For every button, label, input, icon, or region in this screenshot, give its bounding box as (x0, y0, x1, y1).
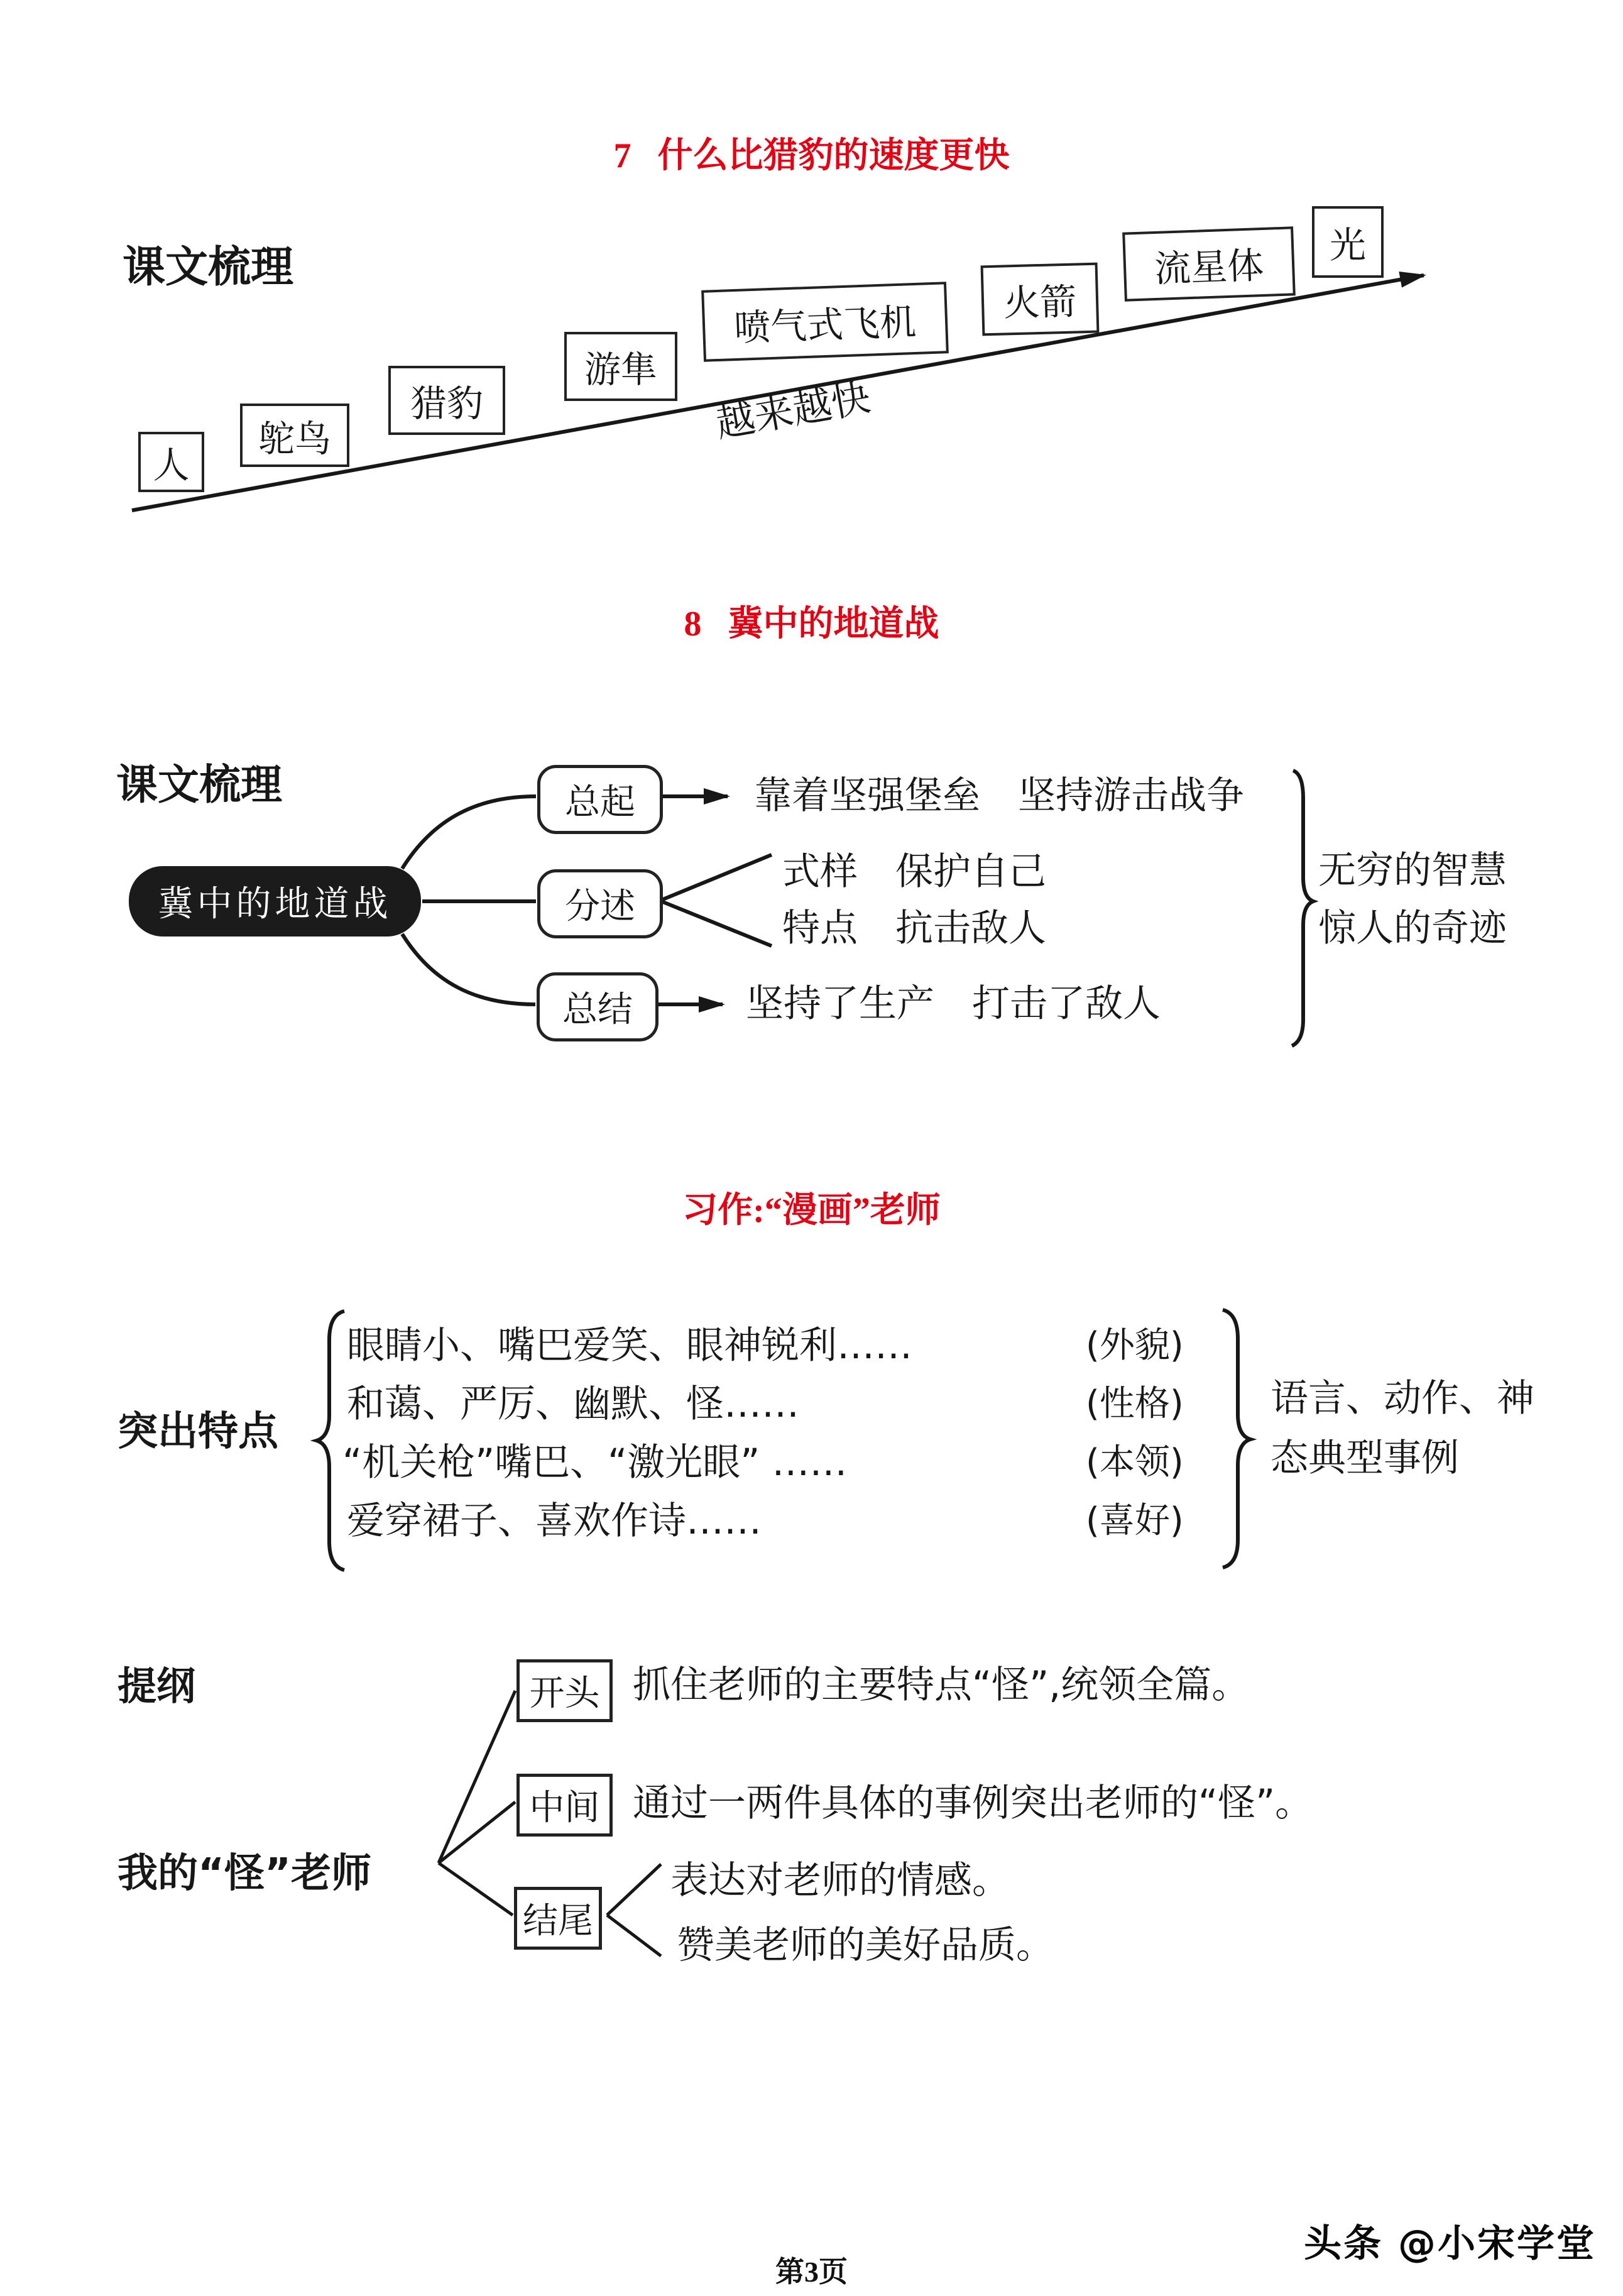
feature-tag-4: (喜好) (1086, 1500, 1184, 1541)
zhongjian-text: 通过一两件具体的事例突出老师的“怪”。 (633, 1781, 1313, 1825)
feature-text-3: “机关枪”嘴巴、“激光眼” …… (342, 1441, 848, 1485)
fenshu-branch-lower (660, 901, 772, 946)
branch-box-zongjie: 总结 (537, 972, 658, 1041)
outline-box-kaitou: 开头 (516, 1659, 613, 1722)
feature-text-4: 爱穿裙子、喜欢作诗…… (347, 1499, 762, 1543)
speed-box-falcon: 游隼 (564, 332, 677, 401)
ending-branch-upper (607, 1864, 661, 1915)
footer-page-number: 第3页 (775, 2256, 848, 2288)
fenshu-text-1: 式样 保护自己 (782, 850, 1046, 894)
features-brace-left (317, 1311, 344, 1570)
mindmap-root: 冀中的地道战 (129, 866, 421, 937)
feature-text-1: 眼睛小、嘴巴爱笑、眼神锐利…… (347, 1324, 912, 1368)
feature-tag-2: (性格) (1086, 1383, 1184, 1424)
note-line-2: 态典型事例 (1271, 1436, 1459, 1480)
zongjie-text: 坚持了生产 打击了敌人 (746, 982, 1161, 1026)
lesson8-title (0, 596, 1623, 646)
jiewei-text-1: 表达对老师的情感。 (670, 1859, 1010, 1903)
summary-text-2: 惊人的奇迹 (1318, 906, 1507, 950)
outline-branch-top (439, 1691, 515, 1863)
jiewei-text-2: 赞美老师的美好品质。 (677, 1923, 1054, 1967)
watermark: 头条 @小宋学堂 (1304, 2222, 1596, 2266)
trend-caption: 越来越快 (712, 374, 874, 447)
outline-box-zhongjian: 中间 (516, 1774, 613, 1837)
speed-box-light: 光 (1312, 206, 1384, 278)
zongqi-text: 靠着坚强堡垒 坚持游击战争 (754, 774, 1244, 818)
outline-branch-middle (439, 1802, 515, 1863)
note-line-1: 语言、动作、神 (1271, 1376, 1534, 1420)
lesson8-section-label: 课文梳理 (116, 761, 282, 809)
speed-box-cheetah: 猎豹 (388, 366, 505, 435)
lesson8-title-text: 冀中的地道战 (728, 605, 939, 644)
feature-tag-3: (本领) (1086, 1442, 1184, 1483)
lesson7-section-label: 课文梳理 (123, 243, 294, 292)
essay-label: 突出特点 (117, 1409, 278, 1455)
speed-box-human: 人 (138, 432, 204, 492)
feature-tag-1: (外貌) (1086, 1325, 1184, 1366)
branch-box-fenshu: 分述 (537, 869, 663, 938)
outline-label: 提纲 (117, 1663, 196, 1709)
speed-box-ostrich: 鸵鸟 (240, 404, 349, 467)
mindmap-curve-bottom (402, 934, 535, 1004)
summary-brace-right (1292, 771, 1313, 1046)
speed-box-meteoroid: 流星体 (1122, 226, 1296, 301)
outline-box-jiewei: 结尾 (514, 1887, 602, 1950)
speed-box-rocket: 火箭 (981, 263, 1100, 336)
ending-branch-lower (607, 1915, 661, 1956)
lesson7-title-number: 7 (613, 136, 631, 175)
kaitou-text: 抓住老师的主要特点“怪”,统领全篇。 (633, 1663, 1250, 1707)
fenshu-branch-upper (660, 855, 772, 901)
outline-branch-bottom (439, 1863, 513, 1915)
essay-title: 习作:“漫画”老师 (682, 1191, 941, 1230)
mindmap-curve-top (402, 796, 536, 869)
summary-text-1: 无穷的智慧 (1318, 849, 1507, 893)
lesson8-title-number: 8 (684, 605, 702, 644)
lesson7-title (0, 128, 1623, 178)
lesson7-title-text: 什么比猎豹的速度更快 (657, 136, 1010, 175)
speed-box-jet: 喷气式飞机 (701, 282, 949, 362)
fenshu-text-2: 特点 抗击敌人 (782, 906, 1046, 950)
features-brace-right (1223, 1310, 1250, 1568)
branch-box-zongqi: 总起 (537, 765, 663, 834)
outline-root: 我的“怪”老师 (117, 1850, 372, 1897)
feature-text-2: 和蔼、严厉、幽默、怪…… (347, 1382, 799, 1426)
